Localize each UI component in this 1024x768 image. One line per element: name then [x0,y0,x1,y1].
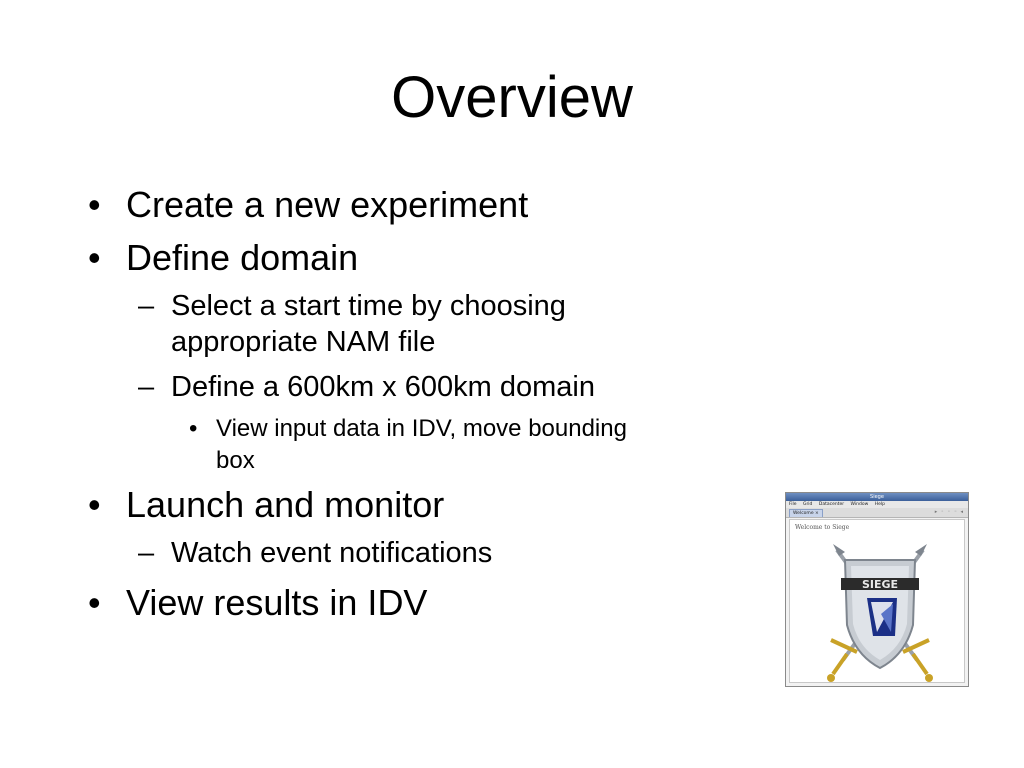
subbullet-watch-events: Watch event notifications [171,537,493,569]
screenshot-menu-grid: Grid [802,502,813,507]
siege-logo-text: SIEGE [861,578,899,591]
close-icon: × [815,511,819,516]
subsubbullet-view-input-data-line1: View input data in IDV, move bounding [216,415,627,442]
subbullet-select-start-time-line2: appropriate NAM file [171,326,436,358]
subbullet-marker: – [138,290,155,322]
slide-title: Overview [391,65,633,130]
bullet-create-experiment: Create a new experiment [126,184,529,225]
bullet-view-results: View results in IDV [126,582,428,623]
bullet-marker: • [88,484,101,525]
screenshot-menu-window: Window [850,502,869,507]
bullet-marker: • [88,237,101,278]
siege-screenshot [785,492,969,687]
screenshot-titlebar: Siege [786,493,968,501]
subbullet-marker: – [138,537,155,569]
subbullet-marker: – [138,371,155,403]
subbullet-select-start-time-line1: Select a start time by choosing [171,290,566,322]
bullet-define-domain: Define domain [126,237,359,278]
screenshot-toolbar [786,508,968,518]
screenshot-toolbar-icons: ▸ ◦ ◦ ◦ ◂ [934,509,964,515]
siege-logo [825,540,935,685]
subsubbullet-marker: • [189,415,198,442]
screenshot-menubar [786,501,968,508]
bullet-marker: • [88,582,101,623]
bullet-marker: • [88,184,101,225]
screenshot-menu-help: Help [874,502,885,507]
screenshot-tab-label: Welcome [793,511,814,516]
screenshot-content [789,519,965,683]
subsubbullet-view-input-data-line2: box [216,447,255,474]
screenshot-menu-datacenter: Datacenter [818,502,845,507]
bullet-launch-monitor: Launch and monitor [126,484,445,525]
screenshot-tab-welcome [789,509,823,517]
subbullet-define-600km-domain: Define a 600km x 600km domain [171,371,595,403]
screenshot-welcome-text: Welcome to Siege [795,524,850,531]
screenshot-menu-file: File [789,502,797,507]
